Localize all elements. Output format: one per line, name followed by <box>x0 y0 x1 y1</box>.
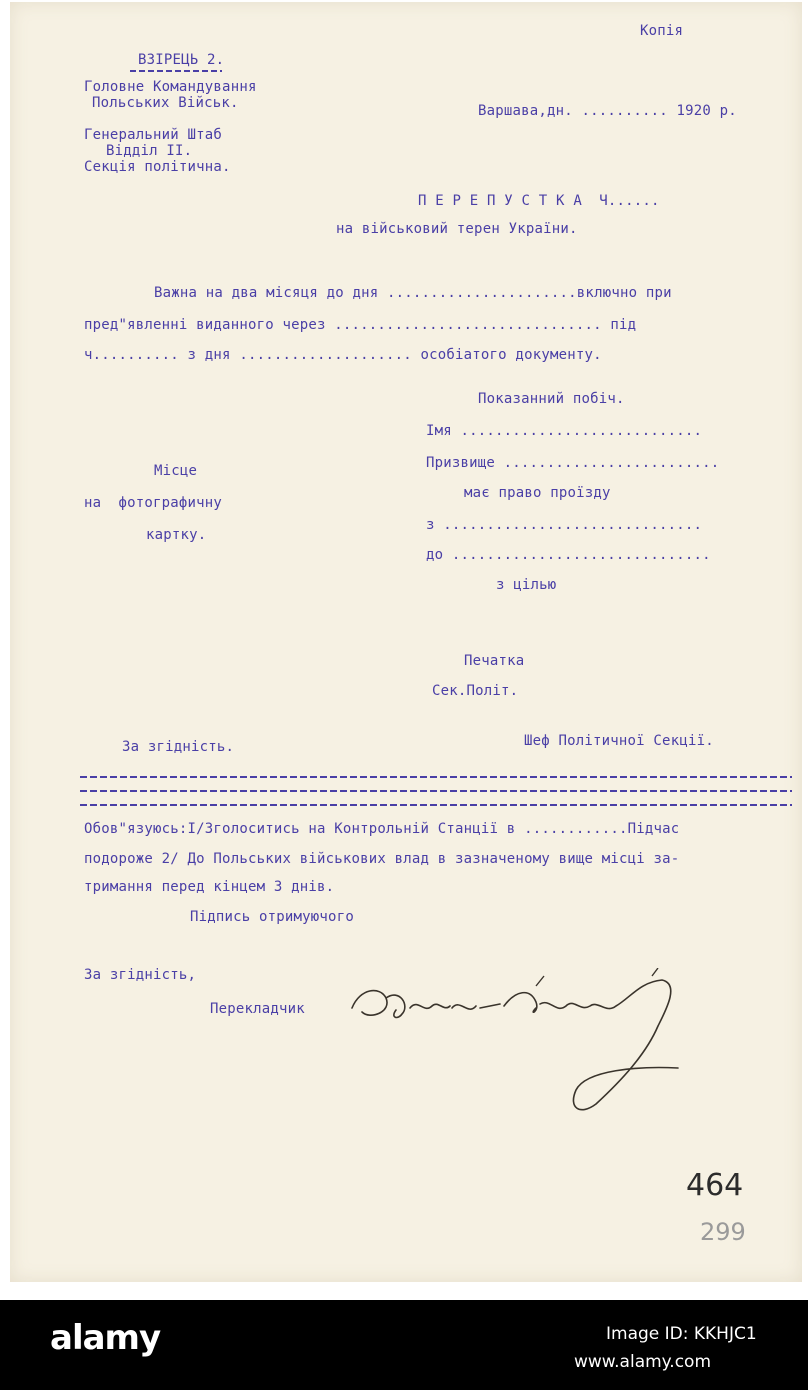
travel-from: з .............................. <box>426 517 703 533</box>
org-line-2: Польських Військ. <box>92 95 239 111</box>
seal-section: Сек.Політ. <box>432 683 519 699</box>
validity-line-3: ч.......... з дня .................... особіатого документу. <box>84 347 602 363</box>
org-line-1: Головне Командування <box>84 79 257 95</box>
travel-to: до .............................. <box>426 547 711 563</box>
archive-number-secondary: 299 <box>700 1218 746 1246</box>
photo-line-1: Місце <box>154 463 198 479</box>
translator-label: Перекладчик <box>210 1001 305 1017</box>
image-id: Image ID: KKHJC1 <box>606 1324 757 1344</box>
pass-title: П Е Р Е П У С Т К А Ч...... <box>418 193 660 209</box>
recipient-signature-label: Підпись отримуючого <box>190 909 354 925</box>
archive-number-primary: 464 <box>686 1168 744 1203</box>
obligation-line-1: Обов"язуюсь:І/Зголоситись на Контрольній Станції в ............Підчас <box>84 821 680 837</box>
travel-right: має право проїзду <box>464 485 611 501</box>
validity-line-2: пред"явленні виданного через ............................... під <box>84 317 637 333</box>
obligation-line-2: подороже 2/ До Польських військових влад в зазначеному вище місці за- <box>84 851 680 867</box>
pass-subtitle: на військовий терен України. <box>336 221 578 237</box>
sample-underline <box>130 70 222 72</box>
separator-line-3 <box>80 804 792 806</box>
sample-label: ВЗІРЕЦЬ 2. <box>138 52 225 68</box>
general-staff: Генеральний Штаб <box>84 127 223 143</box>
brand-logo: alamy <box>50 1318 161 1358</box>
agreement-label: За згідність. <box>122 739 235 755</box>
bearer-surname: Призвище ......................... <box>426 455 720 471</box>
bearer-name: Імя ............................ <box>426 423 703 439</box>
place-date: Варшава,дн. .......... 1920 р. <box>478 103 737 119</box>
chief-signature-label: Шеф Політичної Секції. <box>524 733 714 749</box>
copy-mark: Копія <box>640 23 684 39</box>
seal-label: Печатка <box>464 653 525 669</box>
travel-purpose: з цілью <box>496 577 557 593</box>
obligation-line-3: тримання перед кінцем 3 днів. <box>84 879 335 895</box>
brand-site: www.alamy.com <box>574 1352 712 1372</box>
photo-line-3: картку. <box>146 527 207 543</box>
separator-line-1 <box>80 776 792 778</box>
section: Секція політична. <box>84 159 231 175</box>
bearer-heading: Показанний побіч. <box>478 391 625 407</box>
department: Відділ ІІ. <box>106 143 193 159</box>
validity-line-1: Важна на два місяця до дня ......................включно при <box>154 285 672 301</box>
translator-signature <box>340 968 720 1118</box>
photo-line-2: на фотографичну <box>84 495 223 511</box>
translator-agreement: За згідність, <box>84 967 197 983</box>
separator-line-2 <box>80 790 792 792</box>
